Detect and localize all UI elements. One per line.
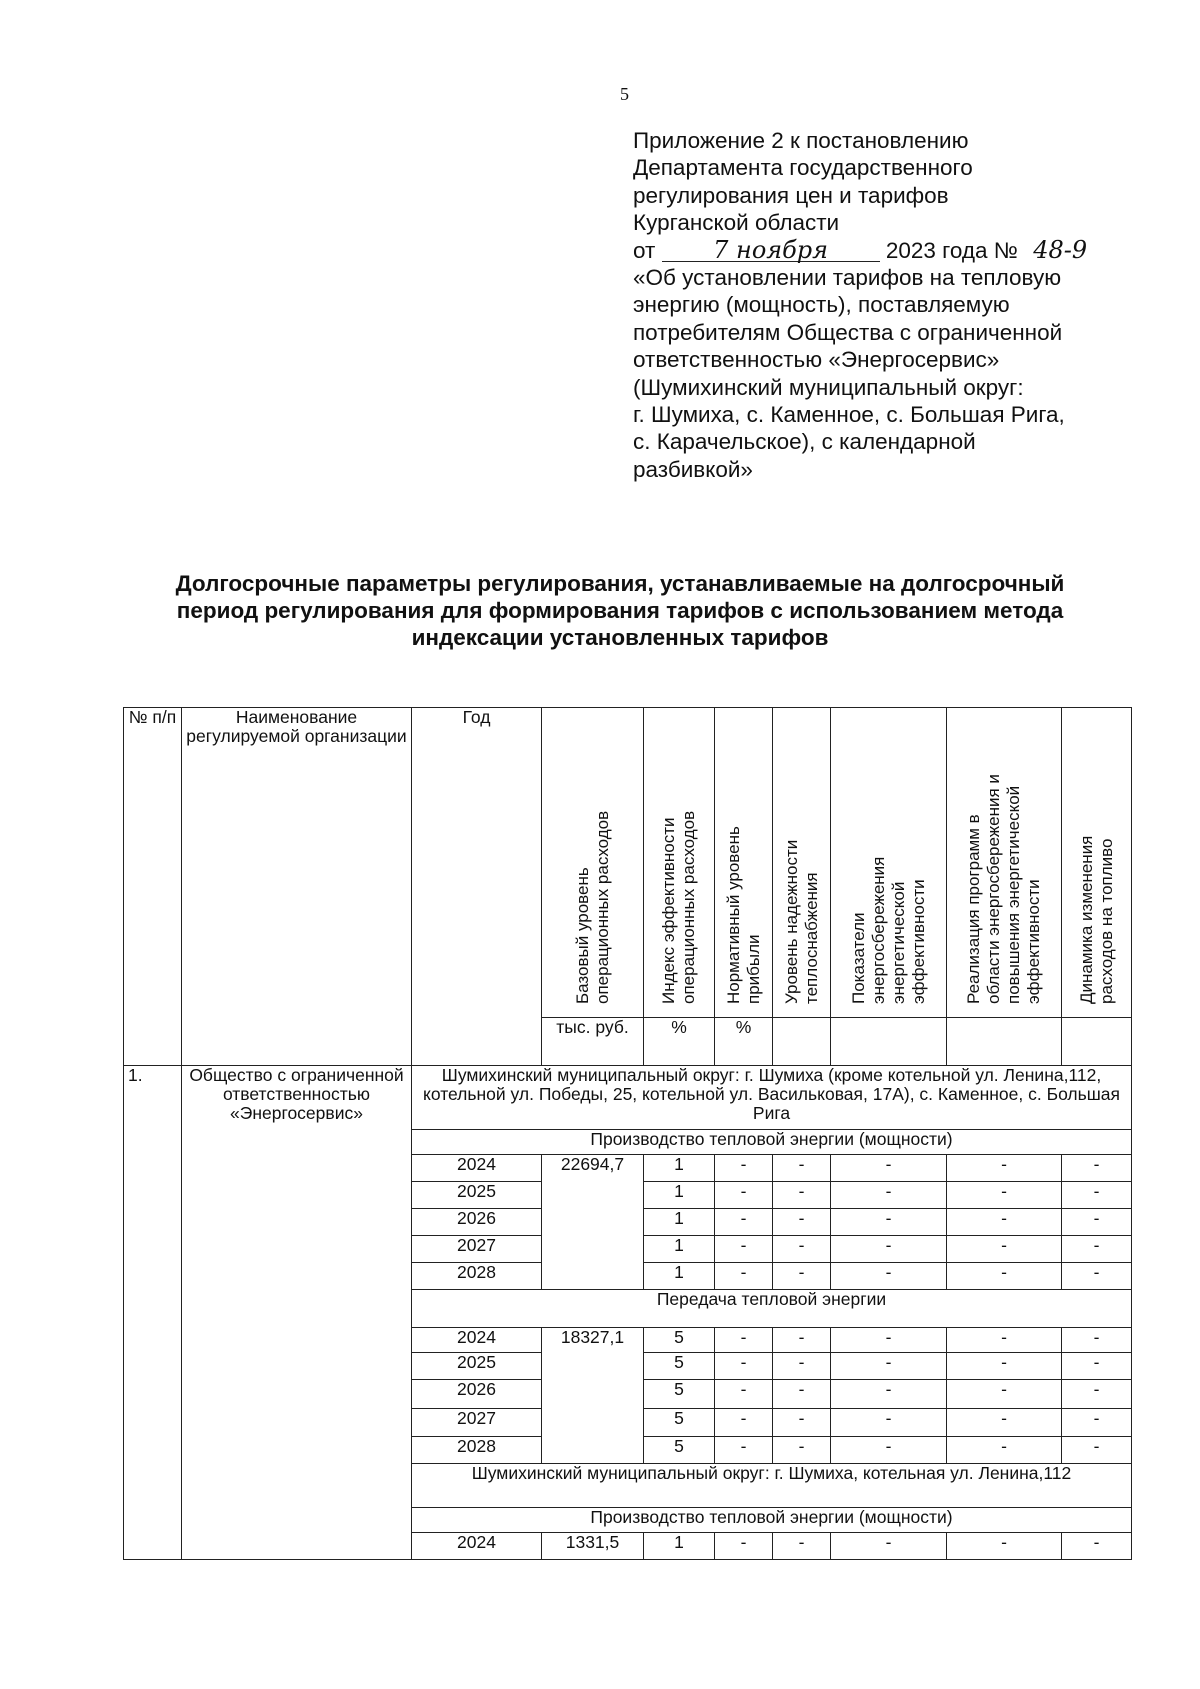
header-profit-line: прибыли (743, 934, 763, 1004)
energy-cell: - (831, 1236, 947, 1263)
unit-empty (831, 1018, 947, 1066)
header-programs-line: области энергосбережения и (984, 774, 1003, 1004)
section-row (124, 1066, 1132, 1130)
section-title: Шумихинский муниципальный округ: г. Шумиха (кроме котельной ул. Ленина,112, котельной ул. Победы, 25, котельной ул. Васильковая, 17А), с. Каменное, с. Большая Рига (412, 1066, 1132, 1130)
date-prefix: от (633, 237, 656, 263)
header-num: № п/п (124, 708, 182, 1066)
index-cell: 1 (644, 1236, 715, 1263)
programs-cell: - (947, 1328, 1062, 1353)
appendix-subject-line: г. Шумиха, с. Каменное, с. Большая Рига, (633, 402, 1065, 428)
profit-cell: - (715, 1236, 773, 1263)
reliability-cell: - (773, 1409, 831, 1437)
unit-eff-index: % (644, 1018, 715, 1066)
header-base-cost-line: операционных расходов (592, 810, 612, 1004)
appendix-block (633, 127, 1123, 483)
header-fuel-line: Динамика изменения (1076, 835, 1096, 1004)
header-base-cost-line: Базовый уровень (572, 867, 592, 1004)
unit-empty (947, 1018, 1062, 1066)
header-profit (715, 708, 773, 1018)
subsection-title: Производство тепловой энергии (мощности) (412, 1130, 1132, 1155)
appendix-subject-line: (Шумихинский муниципальный округ: (633, 374, 1024, 400)
profit-cell: - (715, 1263, 773, 1290)
energy-cell: - (831, 1182, 947, 1209)
header-energy-saving-line: энергетической (888, 881, 908, 1004)
year-cell: 2028 (412, 1263, 542, 1290)
reliability-cell: - (773, 1209, 831, 1236)
index-cell: 5 (644, 1437, 715, 1464)
base-cost-cell: 22694,7 (542, 1155, 644, 1290)
header-fuel-line: расходов на топливо (1096, 838, 1116, 1004)
programs-cell: - (947, 1182, 1062, 1209)
programs-cell: - (947, 1236, 1062, 1263)
appendix-subject-line: «Об установлении тарифов на тепловую (633, 265, 1062, 291)
header-reliability-line: теплоснабжения (801, 872, 821, 1004)
year-cell: 2024 (412, 1155, 542, 1182)
subsection-title: Производство тепловой энергии (мощности) (412, 1508, 1132, 1533)
appendix-date-line (633, 237, 1123, 264)
profit-cell: - (715, 1209, 773, 1236)
index-cell: 1 (644, 1155, 715, 1182)
header-year: Год (412, 708, 542, 1066)
year-cell: 2026 (412, 1380, 542, 1409)
energy-cell: - (831, 1155, 947, 1182)
reliability-cell: - (773, 1182, 831, 1209)
appendix-subject-line: ответственностью «Энергосервис» (633, 347, 1000, 373)
energy-cell: - (831, 1263, 947, 1290)
unit-empty (1062, 1018, 1132, 1066)
header-base-cost (542, 708, 644, 1018)
handwritten-date: 7 ноября (662, 239, 880, 262)
profit-cell: - (715, 1182, 773, 1209)
index-cell: 5 (644, 1409, 715, 1437)
energy-cell: - (831, 1409, 947, 1437)
year-cell: 2025 (412, 1353, 542, 1380)
index-cell: 1 (644, 1263, 715, 1290)
year-cell: 2024 (412, 1533, 542, 1560)
unit-base-cost: тыс. руб. (542, 1018, 644, 1066)
fuel-cell: - (1062, 1209, 1132, 1236)
reliability-cell: - (773, 1263, 831, 1290)
programs-cell: - (947, 1533, 1062, 1560)
header-eff-index-line: Индекс эффективности (659, 817, 678, 1004)
year-text: 2023 года № (885, 237, 1018, 263)
parameters-table (123, 707, 1132, 1560)
appendix-subject-line: потребителям Общества с ограниченной (633, 319, 1063, 345)
profit-cell: - (715, 1328, 773, 1353)
appendix-subject-line: энергию (мощность), поставляемую (633, 292, 1010, 318)
year-cell: 2027 (412, 1236, 542, 1263)
programs-cell: - (947, 1353, 1062, 1380)
profit-cell: - (715, 1533, 773, 1560)
programs-cell: - (947, 1155, 1062, 1182)
profit-cell: - (715, 1353, 773, 1380)
appendix-line: Департамента государственного (633, 155, 973, 181)
programs-cell: - (947, 1409, 1062, 1437)
header-energy-saving-line: эффективности (908, 879, 928, 1004)
profit-cell: - (715, 1380, 773, 1409)
profit-cell: - (715, 1155, 773, 1182)
fuel-cell: - (1062, 1236, 1132, 1263)
fuel-cell: - (1062, 1155, 1132, 1182)
header-programs-line: эффективности (1024, 879, 1043, 1004)
index-cell: 5 (644, 1353, 715, 1380)
fuel-cell: - (1062, 1328, 1132, 1353)
reliability-cell: - (773, 1353, 831, 1380)
header-org: Наименование регулируемой организации (182, 708, 412, 1066)
fuel-cell: - (1062, 1263, 1132, 1290)
header-energy-saving-line: энергосбережения (868, 856, 888, 1004)
header-energy-saving (831, 708, 947, 1018)
header-fuel (1062, 708, 1132, 1018)
appendix-subject-line: с. Карачельское), с календарной (633, 429, 976, 455)
reliability-cell: - (773, 1533, 831, 1560)
fuel-cell: - (1062, 1380, 1132, 1409)
index-cell: 1 (644, 1533, 715, 1560)
reliability-cell: - (773, 1437, 831, 1464)
header-programs (947, 708, 1062, 1018)
fuel-cell: - (1062, 1353, 1132, 1380)
programs-cell: - (947, 1263, 1062, 1290)
header-row (124, 708, 1132, 1018)
reliability-cell: - (773, 1236, 831, 1263)
fuel-cell: - (1062, 1182, 1132, 1209)
energy-cell: - (831, 1437, 947, 1464)
year-cell: 2024 (412, 1328, 542, 1353)
header-eff-index-line: операционных расходов (679, 810, 698, 1004)
index-cell: 5 (644, 1380, 715, 1409)
appendix-line: Приложение 2 к постановлению (633, 128, 969, 153)
appendix-subject-line: разбивкой» (633, 456, 753, 482)
section-title: Шумихинский муниципальный округ: г. Шумиха, котельная ул. Ленина,112 (412, 1464, 1132, 1508)
fuel-cell: - (1062, 1437, 1132, 1464)
energy-cell: - (831, 1353, 947, 1380)
appendix-line: Курганской области (633, 210, 840, 236)
org-name: Общество с ограниченной ответственностью «Энергосервис» (182, 1066, 412, 1560)
year-cell: 2027 (412, 1409, 542, 1437)
header-energy-saving-line: Показатели (848, 912, 868, 1004)
title-line: период регулирования для формирования тарифов с использованием метода (176, 598, 1064, 623)
header-profit-line: Нормативный уровень (723, 826, 743, 1004)
unit-empty (773, 1018, 831, 1066)
handwritten-number: 48-9 (1033, 235, 1088, 264)
document-title (120, 570, 1120, 651)
row-number: 1. (124, 1066, 182, 1560)
energy-cell: - (831, 1209, 947, 1236)
profit-cell: - (715, 1409, 773, 1437)
year-cell: 2028 (412, 1437, 542, 1464)
title-line: индексации установленных тарифов (411, 625, 829, 650)
profit-cell: - (715, 1437, 773, 1464)
fuel-cell: - (1062, 1409, 1132, 1437)
reliability-cell: - (773, 1155, 831, 1182)
reliability-cell: - (773, 1328, 831, 1353)
page-number: 5 (620, 84, 629, 104)
index-cell: 1 (644, 1182, 715, 1209)
header-eff-index (644, 708, 715, 1018)
energy-cell: - (831, 1328, 947, 1353)
base-cost-cell: 1331,5 (542, 1533, 644, 1560)
programs-cell: - (947, 1209, 1062, 1236)
header-reliability (773, 708, 831, 1018)
energy-cell: - (831, 1533, 947, 1560)
fuel-cell: - (1062, 1533, 1132, 1560)
base-cost-cell: 18327,1 (542, 1328, 644, 1464)
appendix-line: регулирования цен и тарифов (633, 182, 949, 208)
energy-cell: - (831, 1380, 947, 1409)
index-cell: 1 (644, 1209, 715, 1236)
index-cell: 5 (644, 1328, 715, 1353)
header-programs-line: повышения энергетической (1004, 785, 1023, 1004)
unit-profit: % (715, 1018, 773, 1066)
title-line: Долгосрочные параметры регулирования, устанавливаемые на долгосрочный (175, 571, 1065, 596)
header-reliability-line: Уровень надежности (781, 839, 801, 1004)
reliability-cell: - (773, 1380, 831, 1409)
year-cell: 2025 (412, 1182, 542, 1209)
header-programs-line: Реализация программ в (964, 814, 983, 1004)
programs-cell: - (947, 1437, 1062, 1464)
subsection-title: Передача тепловой энергии (412, 1290, 1132, 1328)
programs-cell: - (947, 1380, 1062, 1409)
year-cell: 2026 (412, 1209, 542, 1236)
